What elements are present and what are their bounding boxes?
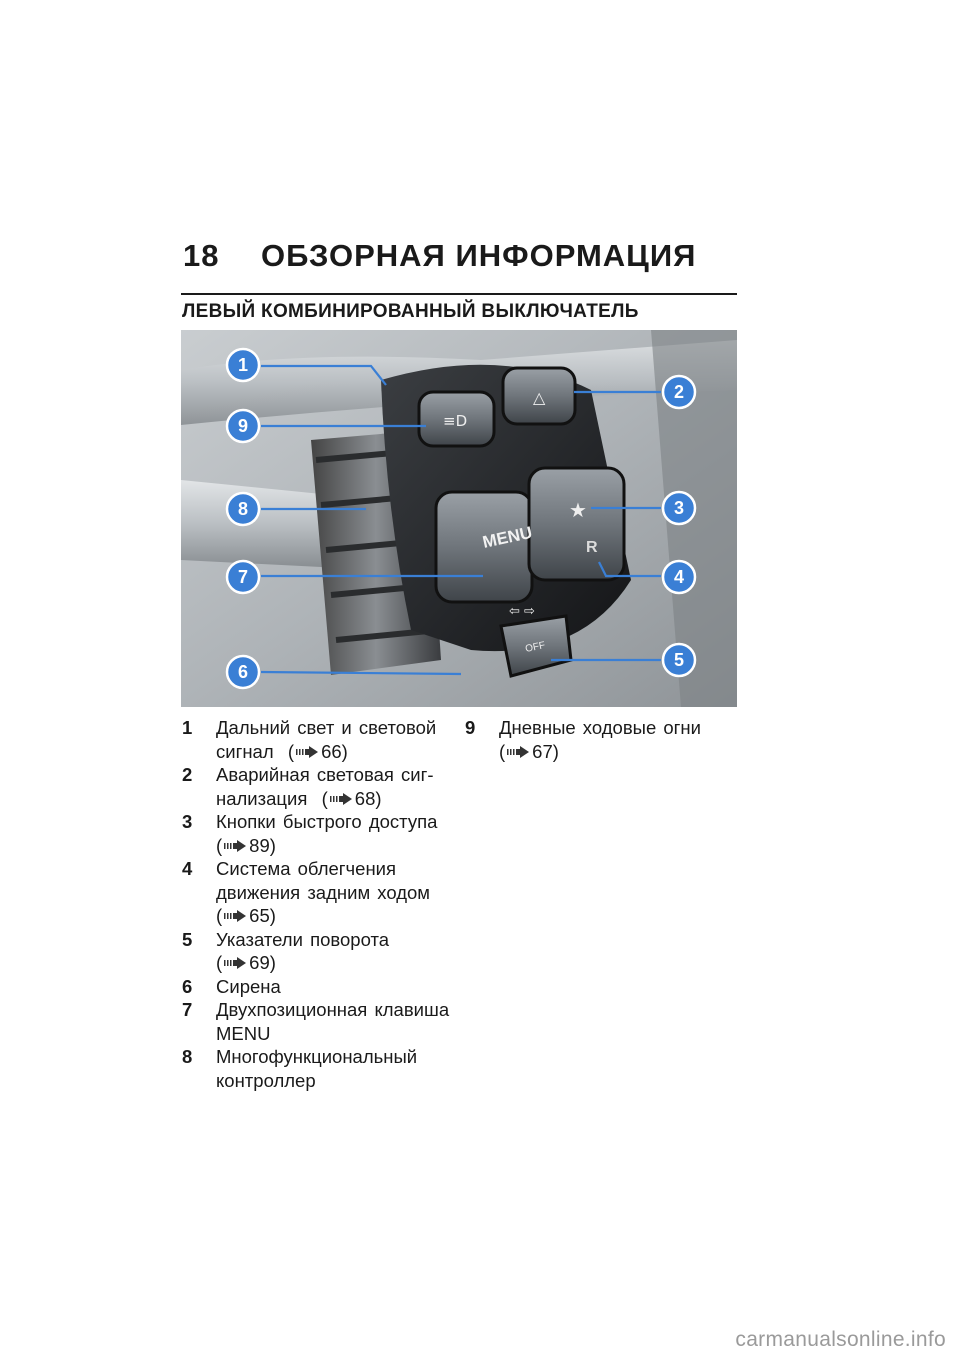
callout-8 (227, 493, 259, 525)
legend-text: Многофункциональный (216, 1046, 418, 1067)
callout-2 (663, 376, 695, 408)
page-reference[interactable]: ( 65) (216, 905, 276, 926)
legend-item (182, 857, 452, 928)
legend-item (182, 1045, 452, 1092)
legend-text: контроллер (216, 1069, 316, 1091)
legend-number: 8 (182, 1046, 193, 1067)
callout-7 (227, 561, 259, 593)
legend-text: Двухпозиционная клавиша (216, 999, 450, 1020)
svg-text:6: 6 (237, 662, 249, 682)
page-reference[interactable]: сигнал ( 66) (216, 740, 348, 762)
page-ref-arrow-icon (224, 910, 246, 922)
callout-1 (227, 349, 259, 381)
legend-item (182, 810, 452, 857)
header-rule (181, 293, 737, 295)
svg-text:5: 5 (673, 650, 685, 670)
switch-figure (181, 330, 737, 707)
svg-text:4: 4 (673, 567, 685, 587)
menu-button-label: MENU (480, 522, 534, 552)
page-number: 18 (183, 238, 220, 273)
page-reference[interactable]: ( 89) (216, 834, 276, 856)
page-header (183, 238, 738, 278)
page-ref-arrow-icon (296, 746, 318, 758)
callout-5 (663, 644, 695, 676)
page-reference[interactable]: ( 67) (499, 740, 559, 762)
legend-text: Сирена (216, 975, 281, 997)
legend-text: Дневные ходовые огни (499, 717, 701, 738)
svg-text:3: 3 (673, 498, 685, 518)
section-title: ЛЕВЫЙ КОМБИНИРОВАННЫЙ ВЫКЛЮЧАТЕЛЬ (182, 301, 639, 322)
legend-number: 5 (182, 928, 193, 950)
high-beam-icon: ≡D (443, 412, 468, 430)
legend-number: 4 (182, 858, 193, 879)
legend-number: 9 (465, 717, 476, 738)
page-reference[interactable]: нализация ( 68) (216, 787, 382, 809)
watermark: carmanualsonline.info (735, 1328, 946, 1351)
off-label: OFF (524, 640, 547, 655)
legend-item (182, 998, 452, 1045)
legend-number: 2 (182, 764, 193, 785)
legend-right (465, 716, 737, 763)
legend-number: 6 (182, 975, 193, 997)
svg-text:7: 7 (237, 567, 249, 587)
callout-3 (663, 492, 695, 524)
legend-text: Дальний свет и световой (216, 717, 437, 738)
svg-text:2: 2 (673, 382, 685, 402)
svg-text:9: 9 (237, 416, 249, 436)
chapter-title: ОБЗОРНАЯ ИНФОРМАЦИЯ (261, 238, 697, 273)
legend-text: Кнопки быстрого доступа (216, 811, 438, 832)
legend-item (182, 716, 452, 763)
legend-text: Аварийная световая сиг- (216, 764, 434, 785)
svg-text:1: 1 (237, 355, 249, 375)
star-icon: ★ (569, 498, 587, 522)
hazard-icon: △ (533, 388, 546, 407)
legend-item (182, 763, 452, 810)
r-button-label: R (586, 539, 598, 556)
legend-item (182, 928, 452, 975)
legend-text: Система облегчения (216, 858, 397, 879)
legend-item (465, 716, 737, 763)
legend-number: 3 (182, 811, 193, 832)
legend-text: Указатели поворота (216, 928, 390, 950)
legend-text: MENU (216, 1022, 271, 1044)
turn-signal-icon: ⇦ ⇨ (509, 604, 535, 619)
legend-number: 1 (182, 717, 193, 738)
page-ref-arrow-icon (330, 793, 352, 805)
callout-9 (227, 410, 259, 442)
page-ref-arrow-icon (224, 840, 246, 852)
page-ref-arrow-icon (224, 957, 246, 969)
page-ref-arrow-icon (507, 746, 529, 758)
callout-6 (227, 656, 259, 688)
svg-text:8: 8 (237, 499, 249, 519)
callout-4 (663, 561, 695, 593)
page-reference[interactable]: ( 69) (216, 952, 276, 973)
legend-text: движения задним ходом (216, 881, 431, 903)
legend-number: 7 (182, 999, 193, 1020)
legend-left (182, 716, 452, 1092)
legend-item (182, 975, 452, 999)
